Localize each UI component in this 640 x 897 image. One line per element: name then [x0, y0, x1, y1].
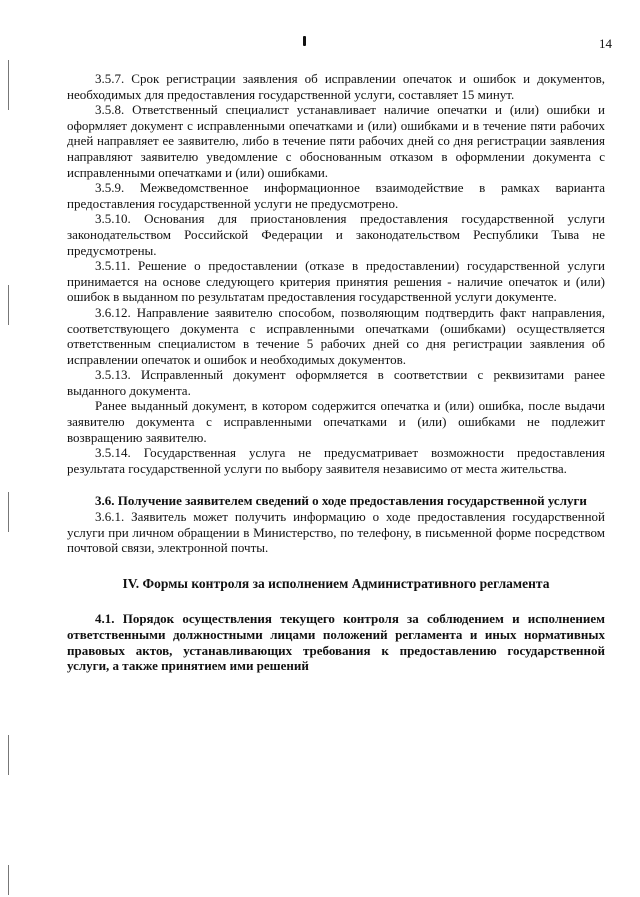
scan-margin-mark — [8, 865, 9, 895]
scan-margin-mark — [8, 735, 9, 775]
paragraph-3-5-8: 3.5.8. Ответственный специалист устанавливает наличие опечатки и (или) ошибки и оформляет документ с исправленными опечатками и (или) ошибками и в течение пяти рабочих дней направляет ее заявителю, либо в течение пяти рабочих дней со дня регистрации заявления направляют заявителю уведомление с обоснованным отказом в оформлении документа с исправленными опечатками и (или) ошибками. — [67, 102, 605, 180]
section-3-6-heading: 3.6. Получение заявителем сведений о ходе предоставления государственной услуги — [95, 493, 587, 509]
scan-margin-mark — [8, 60, 9, 110]
scan-speck — [303, 36, 306, 46]
paragraph-3-5-7: 3.5.7. Срок регистрации заявления об исправлении опечаток и ошибок и документов, необходимых для предоставления государственной услуги, составляет 15 минут. — [67, 71, 605, 102]
paragraph-previous-document: Ранее выданный документ, в котором содержится опечатка и (или) ошибка, после выдачи заявителю документа с исправленными опечатками и (или) ошибками не подлежит возвращению заявителю. — [67, 398, 605, 445]
page-number: 14 — [599, 36, 612, 51]
section-4-1-heading: 4.1. Порядок осуществления текущего контроля за соблюдением и исполнением ответственными должностными лицами положений регламента и иных нормативных правовых актов, устанавливающих требования к предоставлению государственной услуги, а также принятием ими решений — [67, 611, 605, 674]
paragraph-3-5-11: 3.5.11. Решение о предоставлении (отказе в предоставлении) государственной услуги принимается на основе следующего критерия принятия решения - наличие опечаток и (или) ошибок в выданном по результатам предоставления государственной услуги документе. — [67, 258, 605, 305]
document-body — [67, 71, 605, 674]
paragraph-3-5-9: 3.5.9. Межведомственное информационное взаимодействие в рамках варианта предоставления государственной услуги не предусмотрено. — [67, 180, 605, 211]
paragraph-3-5-13: 3.5.13. Исправленный документ оформляется в соответствии с реквизитами ранее выданного документа. — [67, 367, 605, 398]
paragraph-3-6-12: 3.6.12. Направление заявителю способом, позволяющим подтвердить факт направления, соответствующего документа с исправленными опечатками (ошибками) осуществляется ответственным специалистом в течение 5 рабочих дней со дня регистрации заявления об исправлении опечаток и ошибок и необходимых документов. — [67, 304, 605, 367]
scan-margin-mark — [8, 492, 9, 532]
paragraph-3-5-14: 3.5.14. Государственная услуга не предусматривает возможности предоставления результата государственной услуги по выбору заявителя независимо от места жительства. — [67, 445, 605, 476]
scan-margin-mark — [8, 285, 9, 325]
chapter-4-title: IV. Формы контроля за исполнением Административного регламента — [122, 575, 550, 591]
paragraph-3-6-1: 3.6.1. Заявитель может получить информацию о ходе предоставления государственной услуги при личном обращении в Министерство, по телефону, в письменной форме посредством почтовой связи, электронной почты. — [67, 509, 605, 556]
paragraph-3-5-10: 3.5.10. Основания для приостановления предоставления государственной услуги законодательством Российской Федерации и законодательством Республики Тыва не предусмотрены. — [67, 211, 605, 258]
